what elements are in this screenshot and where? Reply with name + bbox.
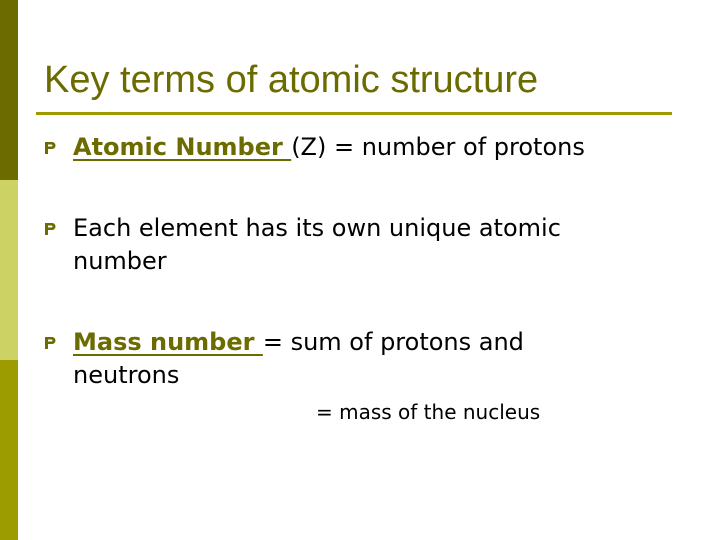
bullet-text-unique-number: Each element has its own unique atomic number (73, 214, 561, 275)
p-bullet-icon (44, 141, 56, 155)
term-atomic-number: Atomic Number (73, 133, 292, 161)
slide-title: Key terms of atomic structure (44, 59, 539, 101)
mass-of-nucleus-note: = mass of the nucleus (316, 400, 541, 424)
title-divider (36, 112, 672, 115)
bullet-unique-number (44, 212, 684, 278)
term-mass-number: Mass number (73, 328, 263, 356)
bullet-mass-number (44, 326, 684, 392)
bullet-atomic-number (44, 131, 684, 164)
side-bar-middle (0, 180, 18, 360)
p-bullet-icon (44, 336, 56, 350)
p-bullet-icon (44, 222, 56, 236)
side-bar-bottom (0, 360, 18, 540)
side-bar-top (0, 0, 18, 180)
bullet-text-atomic-number: (Z) = number of protons (291, 133, 585, 161)
bullet-text-mass-number: = sum of protons and neutrons (73, 328, 524, 389)
